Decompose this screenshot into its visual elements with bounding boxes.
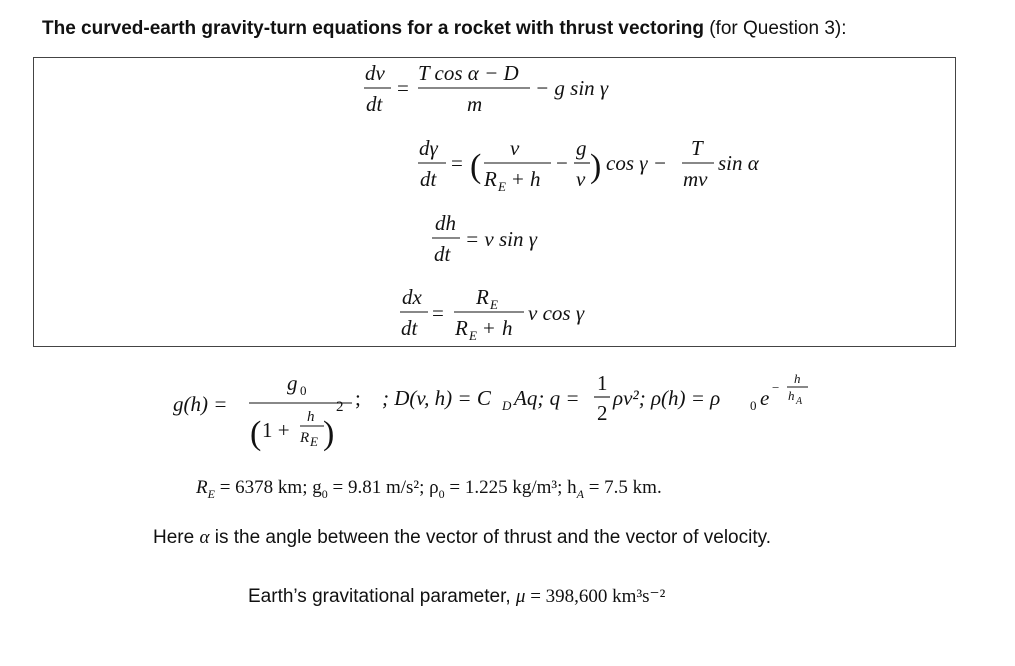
exponent-denominator-h: h — [788, 388, 795, 403]
definitions-line — [173, 371, 808, 452]
dgamma-f1-plus: + — [512, 167, 524, 191]
density-exponential-e: e — [760, 386, 770, 410]
dx-rhs-h: h — [502, 316, 513, 340]
gravity-inner-subscript-e: E — [310, 434, 318, 449]
alpha-symbol: α — [199, 527, 210, 548]
heading-normal-text: (for Question 3): — [703, 18, 847, 39]
gravity-left-paren: ( — [250, 415, 262, 452]
dgamma-left-paren: ( — [470, 148, 482, 185]
density-subscript-0: 0 — [750, 398, 757, 413]
dgamma-f1-subscript-e: E — [498, 179, 506, 194]
alpha-note-after: is the angle between the vector of thrust and the vector of velocity. — [209, 527, 771, 548]
alpha-note-before: Here — [153, 527, 200, 548]
const-ha-subscript: A — [576, 486, 584, 501]
dgamma-f1-h: h — [530, 167, 541, 191]
dv-lhs-numerator: dv — [365, 61, 385, 85]
dx-lhs-numerator: dx — [402, 285, 422, 309]
const-re-subscript: E — [207, 486, 215, 501]
dgamma-f1-numerator: v — [510, 136, 520, 160]
dgamma-f3-numerator: T — [691, 136, 703, 160]
const-g0-subscript: 0 — [321, 486, 328, 501]
dv-gravity-term: − g sin γ — [535, 76, 609, 100]
dh-lhs-numerator: dh — [435, 211, 456, 235]
mu-note — [248, 585, 665, 608]
const-rho0-value: = 1.225 kg/m³; h — [444, 477, 577, 498]
dh-lhs-denominator: dt — [434, 242, 451, 266]
gravity-denominator-one-plus: 1 + — [262, 418, 290, 442]
dx-rhs-denominator-subscript-e: E — [469, 328, 477, 343]
dx-velocity-term: v cos γ — [528, 301, 585, 325]
exponent-subscript-a: A — [796, 396, 803, 407]
gravity-inner-denominator-r: R — [300, 430, 310, 446]
dgamma-equals-sign: = — [451, 151, 463, 175]
heading-bold-text: The curved-earth gravity-turn equations for a rocket with thrust vectoring — [42, 18, 704, 39]
const-re-value: = 6378 km; g — [214, 477, 322, 498]
gravity-right-paren: ) — [323, 415, 335, 452]
equation-dgamma-dt — [418, 136, 760, 194]
equation-dv-dt — [364, 61, 609, 116]
exponent-numerator-h: h — [794, 371, 801, 386]
dgamma-f1-denominator-r: R — [484, 167, 497, 191]
const-rho0-subscript: 0 — [438, 486, 445, 501]
dgamma-lhs-denominator: dt — [420, 167, 437, 191]
const-ha-value: = 7.5 km. — [583, 477, 662, 498]
dx-rhs-plus: + — [483, 316, 495, 340]
dgamma-lhs-numerator: dγ — [419, 136, 438, 160]
dv-rhs-numerator: T cos α − D — [418, 61, 519, 85]
alpha-note — [153, 527, 771, 549]
dh-rhs: = v sin γ — [465, 227, 538, 251]
dgamma-minus-sign: − — [556, 151, 568, 175]
dx-rhs-numerator-subscript-e: E — [490, 297, 498, 312]
dx-rhs-numerator-r: R — [476, 285, 489, 309]
drag-equation: ; D(v, h) = C — [382, 386, 491, 410]
const-re-symbol: R — [196, 477, 208, 498]
equation-dx-dt — [400, 285, 585, 343]
dgamma-sin-alpha-term: sin α — [718, 151, 759, 175]
dx-rhs-denominator-r: R — [455, 316, 468, 340]
dv-rhs-denominator: m — [467, 92, 483, 116]
q-half-denominator: 2 — [597, 401, 608, 425]
dgamma-cos-term: cos γ − — [606, 151, 667, 175]
dgamma-f2-denominator: v — [576, 167, 586, 191]
drag-equation-tail: Aq; q = — [514, 386, 580, 410]
dx-lhs-denominator: dt — [401, 316, 418, 340]
dgamma-f2-numerator: g — [576, 136, 587, 160]
dgamma-f3-denominator: mv — [683, 167, 708, 191]
q-half-numerator: 1 — [597, 371, 608, 395]
mu-note-label: Earth’s gravitational parameter, — [248, 586, 516, 607]
dv-lhs-denominator: dt — [366, 92, 383, 116]
dx-equals-sign: = — [432, 301, 444, 325]
exponent-minus: − — [772, 380, 780, 395]
const-g0-value: = 9.81 m/s²; ρ — [327, 477, 439, 498]
density-equation: ρv²; ρ(h) = ρ — [613, 386, 721, 410]
gravity-exponent-2: 2 — [336, 399, 344, 415]
gravity-numerator-g: g — [287, 371, 298, 395]
constants-line — [196, 477, 662, 502]
definitions-separator: ; — [355, 386, 361, 410]
gravity-numerator-subscript-0: 0 — [300, 383, 307, 398]
equation-dh-dt — [432, 211, 538, 266]
gravity-inner-numerator-h: h — [307, 409, 315, 425]
dgamma-right-paren: ) — [590, 148, 602, 185]
mu-value: = 398,600 km³s⁻² — [525, 586, 666, 607]
dv-equals-sign: = — [397, 76, 409, 100]
drag-subscript-d: D — [502, 398, 512, 413]
gravity-lhs: g(h) = — [173, 392, 228, 416]
mu-symbol: μ — [515, 586, 526, 607]
